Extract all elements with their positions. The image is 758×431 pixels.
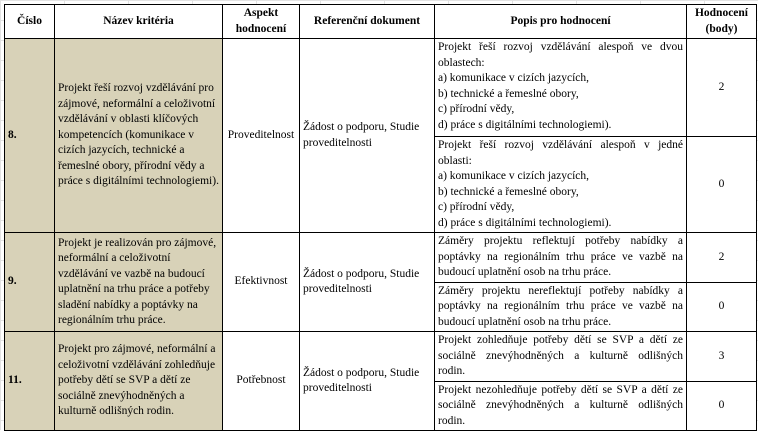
criterion-option: Záměry projektu nereflektují potřeby nabídky a poptávky na regionálním trhu práce ve vazbě na budoucí uplatnění osob na trhu práce. — [435, 282, 687, 332]
criterion-reference: Žádost o podporu, Studie proveditelnosti — [300, 39, 435, 233]
table-row — [5, 39, 757, 137]
option-item: c) přírodní vědy, — [438, 201, 515, 213]
criterion-name: Projekt řeší rozvoj vzdělávání pro zájmové, neformální a celoživotní vzdělávání v oblasti klíčových kompetencích (komunikace v cizích jazycích, technické a řemeslné obory, přírodní vědy a práce s digitálními technologiemi). — [55, 39, 223, 233]
criterion-aspect: Potřebnost — [223, 332, 300, 431]
option-points: 0 — [687, 282, 757, 332]
header-reference: Referenční dokument — [300, 5, 435, 39]
header-description: Popis pro hodnocení — [435, 5, 687, 39]
option-item: b) technické a řemeslné obory, — [438, 185, 579, 198]
criterion-name: Projekt pro zájmové, neformální a celoživotní vzdělávání zohledňuje potřeby dětí se SVP a dětí ze sociálně znevýhodněných a kulturně odlišných rodin. — [55, 332, 223, 431]
criterion-option: Projekt zohledňuje potřeby dětí se SVP a dětí ze sociálně znevýhodněných a kulturně odlišných rodin. — [435, 332, 687, 382]
option-item: a) komunikace v cizích jazycích, — [438, 72, 590, 84]
option-points: 2 — [687, 233, 757, 283]
option-points: 3 — [687, 332, 757, 382]
option-item: d) práce s digitálními technologiemi). — [438, 216, 612, 229]
criterion-aspect: Efektivnost — [223, 233, 300, 332]
header-number: Číslo — [5, 5, 55, 39]
criterion-reference: Žádost o podporu, Studie proveditelnosti — [300, 332, 435, 431]
header-name: Název kritéria — [55, 5, 223, 39]
header-row — [5, 5, 757, 39]
option-intro: Projekt řeší rozvoj vzdělávání alespoň ve dvou oblastech: — [438, 41, 683, 69]
criterion-reference: Žádost o podporu, Studie proveditelnosti — [300, 233, 435, 332]
header-aspect: Aspekt hodnocení — [223, 5, 300, 39]
option-item: a) komunikace v cizích jazycích, — [438, 170, 590, 182]
criterion-number: 9. — [5, 233, 55, 332]
criteria-table — [4, 4, 757, 431]
criterion-option — [435, 137, 687, 233]
table-row — [5, 332, 757, 382]
criterion-aspect: Proveditelnost — [223, 39, 300, 233]
option-intro: Projekt řeší rozvoj vzdělávání alespoň v jedné oblasti: — [438, 139, 683, 167]
option-item: c) přírodní vědy, — [438, 103, 515, 115]
criterion-number: 8. — [5, 39, 55, 233]
criterion-option: Záměry projektu reflektují potřeby nabídky a poptávky na regionálním trhu práce ve vazbě na budoucí uplatnění osob na trhu práce. — [435, 233, 687, 283]
table-row — [5, 233, 757, 283]
option-points: 0 — [687, 381, 757, 431]
option-points: 2 — [687, 39, 757, 137]
criterion-number: 11. — [5, 332, 55, 431]
option-item: b) technické a řemeslné obory, — [438, 87, 579, 100]
header-points: Hodnocení (body) — [687, 5, 757, 39]
criterion-option — [435, 39, 687, 137]
option-item: d) práce s digitálními technologiemi). — [438, 118, 612, 131]
criterion-option: Projekt nezohledňuje potřeby dětí se SVP a dětí ze sociálně znevýhodněných a kulturně odlišných rodin. — [435, 381, 687, 431]
criterion-name: Projekt je realizován pro zájmové, neformální a celoživotní vzdělávání ve vazbě na budoucí uplatnění na trhu práce a potřeby sladění nabídky a poptávky na regionálním trhu práce. — [55, 233, 223, 332]
option-points: 0 — [687, 137, 757, 233]
